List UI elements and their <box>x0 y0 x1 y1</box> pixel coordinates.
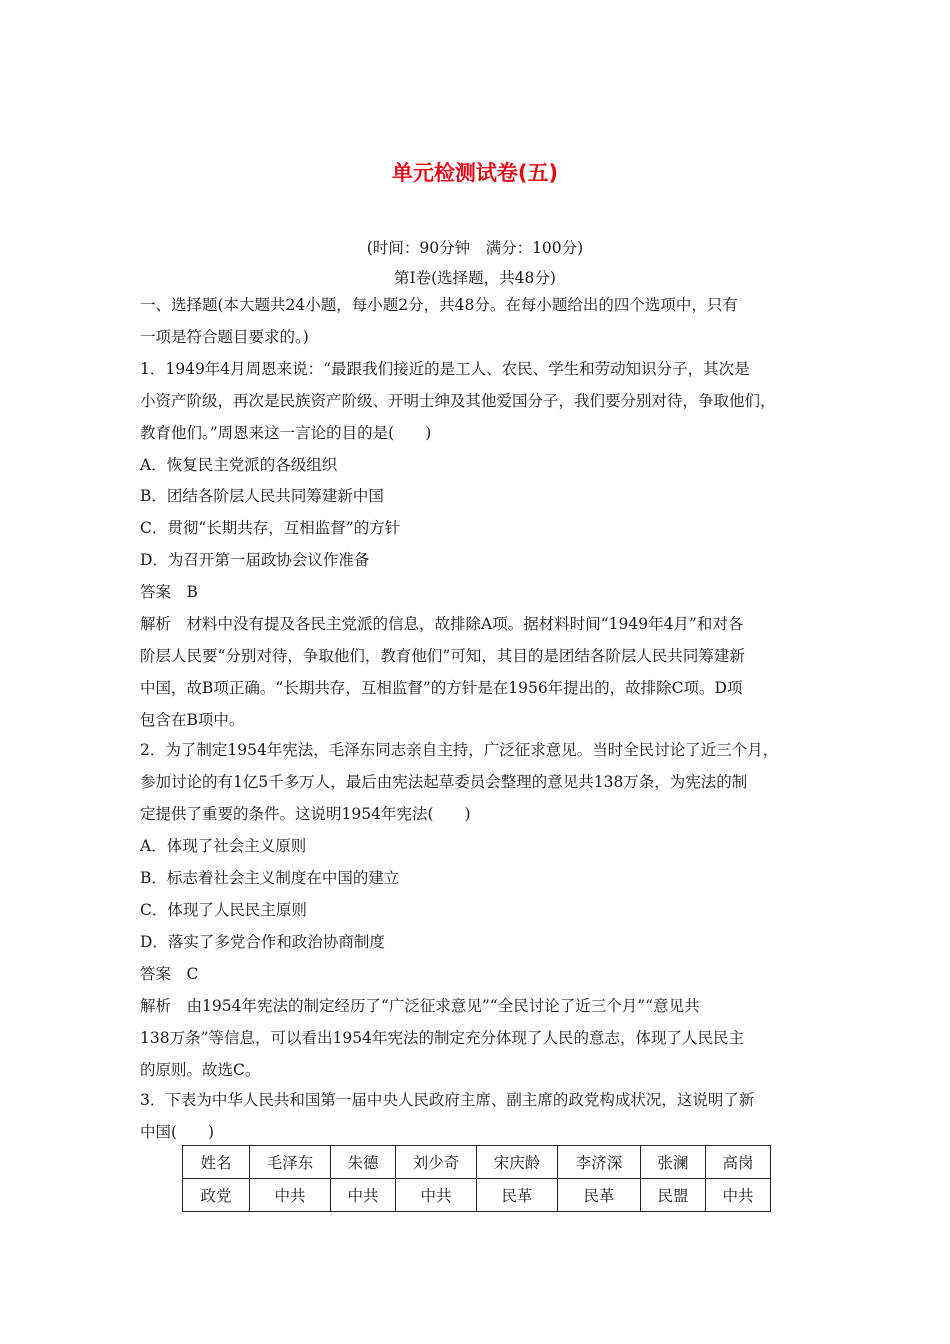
q1-option-b: B．团结各阶层人民共同筹建新中国 <box>140 487 384 505</box>
table-cell: 高岗 <box>706 1146 771 1179</box>
q1-analysis: 中国，故B项正确。“长期共存，互相监督”的方针是在1956年提出的，故排除C项。D项 <box>140 679 743 697</box>
q2-option-a: A．体现了社会主义原则 <box>140 837 307 855</box>
table-cell: 民革 <box>558 1179 641 1212</box>
part-heading: 第Ⅰ卷(选择题，共48分) <box>394 269 556 287</box>
q1-answer: 答案 B <box>140 583 198 601</box>
q1-stem: 小资产阶级，再次是民族资产阶级、开明士绅及其他爱国分子，我们要分别对待，争取他们， <box>140 392 776 410</box>
table-cell: 中共 <box>396 1179 477 1212</box>
section-instruction: 一、选择题(本大题共24小题，每小题2分，共48分。在每小题给出的四个选项中，只有 <box>140 296 738 314</box>
q1-analysis: 包含在B项中。 <box>140 711 245 729</box>
q1-stem: 1．1949年4月周恩来说：“最跟我们接近的是工人、农民、学生和劳动知识分子，其次是 <box>140 360 750 378</box>
q2-stem: 定提供了重要的条件。这说明1954年宪法( ) <box>140 805 471 823</box>
q2-stem: 2．为了制定1954年宪法，毛泽东同志亲自主持，广泛征求意见。当时全民讨论了近三个月， <box>140 741 779 759</box>
table-cell: 姓名 <box>183 1146 250 1179</box>
q2-analysis: 138万条”等信息，可以看出1954年宪法的制定充分体现了人民的意志，体现了人民民主 <box>140 1029 744 1047</box>
exam-meta: (时间：90分钟 满分：100分) <box>366 239 584 257</box>
q2-answer: 答案 C <box>140 965 199 983</box>
q1-analysis: 解析 材料中没有提及各民主党派的信息，故排除A项。据材料时间“1949年4月”和对各 <box>140 615 744 633</box>
table-cell: 刘少奇 <box>396 1146 477 1179</box>
q2-option-d: D．落实了多党合作和政治协商制度 <box>140 933 385 951</box>
q1-option-d: D．为召开第一届政协会议作准备 <box>140 551 370 569</box>
table-cell: 中共 <box>706 1179 771 1212</box>
table-cell: 朱德 <box>331 1146 396 1179</box>
q2-stem: 参加讨论的有1亿5千多万人，最后由宪法起草委员会整理的意见共138万条，为宪法的制 <box>140 773 748 791</box>
table-row <box>183 1179 771 1212</box>
section-instruction: 一项是符合题目要求的。) <box>140 328 309 346</box>
table-cell: 张澜 <box>641 1146 706 1179</box>
table-cell: 李济深 <box>558 1146 641 1179</box>
q2-option-b: B．标志着社会主义制度在中国的建立 <box>140 869 400 887</box>
table-cell: 政党 <box>183 1179 250 1212</box>
q1-option-c: C．贯彻“长期共存，互相监督”的方针 <box>140 519 401 537</box>
table-cell: 毛泽东 <box>250 1146 331 1179</box>
q2-option-c: C．体现了人民民主原则 <box>140 901 307 919</box>
q2-analysis: 解析 由1954年宪法的制定经历了“广泛征求意见”“全民讨论了近三个月”“意见共 <box>140 997 700 1015</box>
table-cell: 宋庆龄 <box>477 1146 558 1179</box>
table-cell: 民盟 <box>641 1179 706 1212</box>
exam-title: 单元检测试卷(五) <box>391 161 559 185</box>
q2-analysis: 的原则。故选C。 <box>140 1061 261 1079</box>
q3-stem: 中国( ) <box>140 1123 215 1141</box>
table-row <box>183 1146 771 1179</box>
party-table <box>182 1145 771 1212</box>
q1-stem: 教育他们。”周恩来这一言论的目的是( ) <box>140 424 432 442</box>
table-cell: 中共 <box>331 1179 396 1212</box>
q3-stem: 3．下表为中华人民共和国第一届中央人民政府主席、副主席的政党构成状况，这说明了新 <box>140 1091 755 1109</box>
table-cell: 中共 <box>250 1179 331 1212</box>
table-cell: 民革 <box>477 1179 558 1212</box>
q1-analysis: 阶层人民要“分别对待，争取他们，教育他们”可知，其目的是团结各阶层人民共同筹建新 <box>140 647 745 665</box>
q1-option-a: A．恢复民主党派的各级组织 <box>140 456 338 474</box>
